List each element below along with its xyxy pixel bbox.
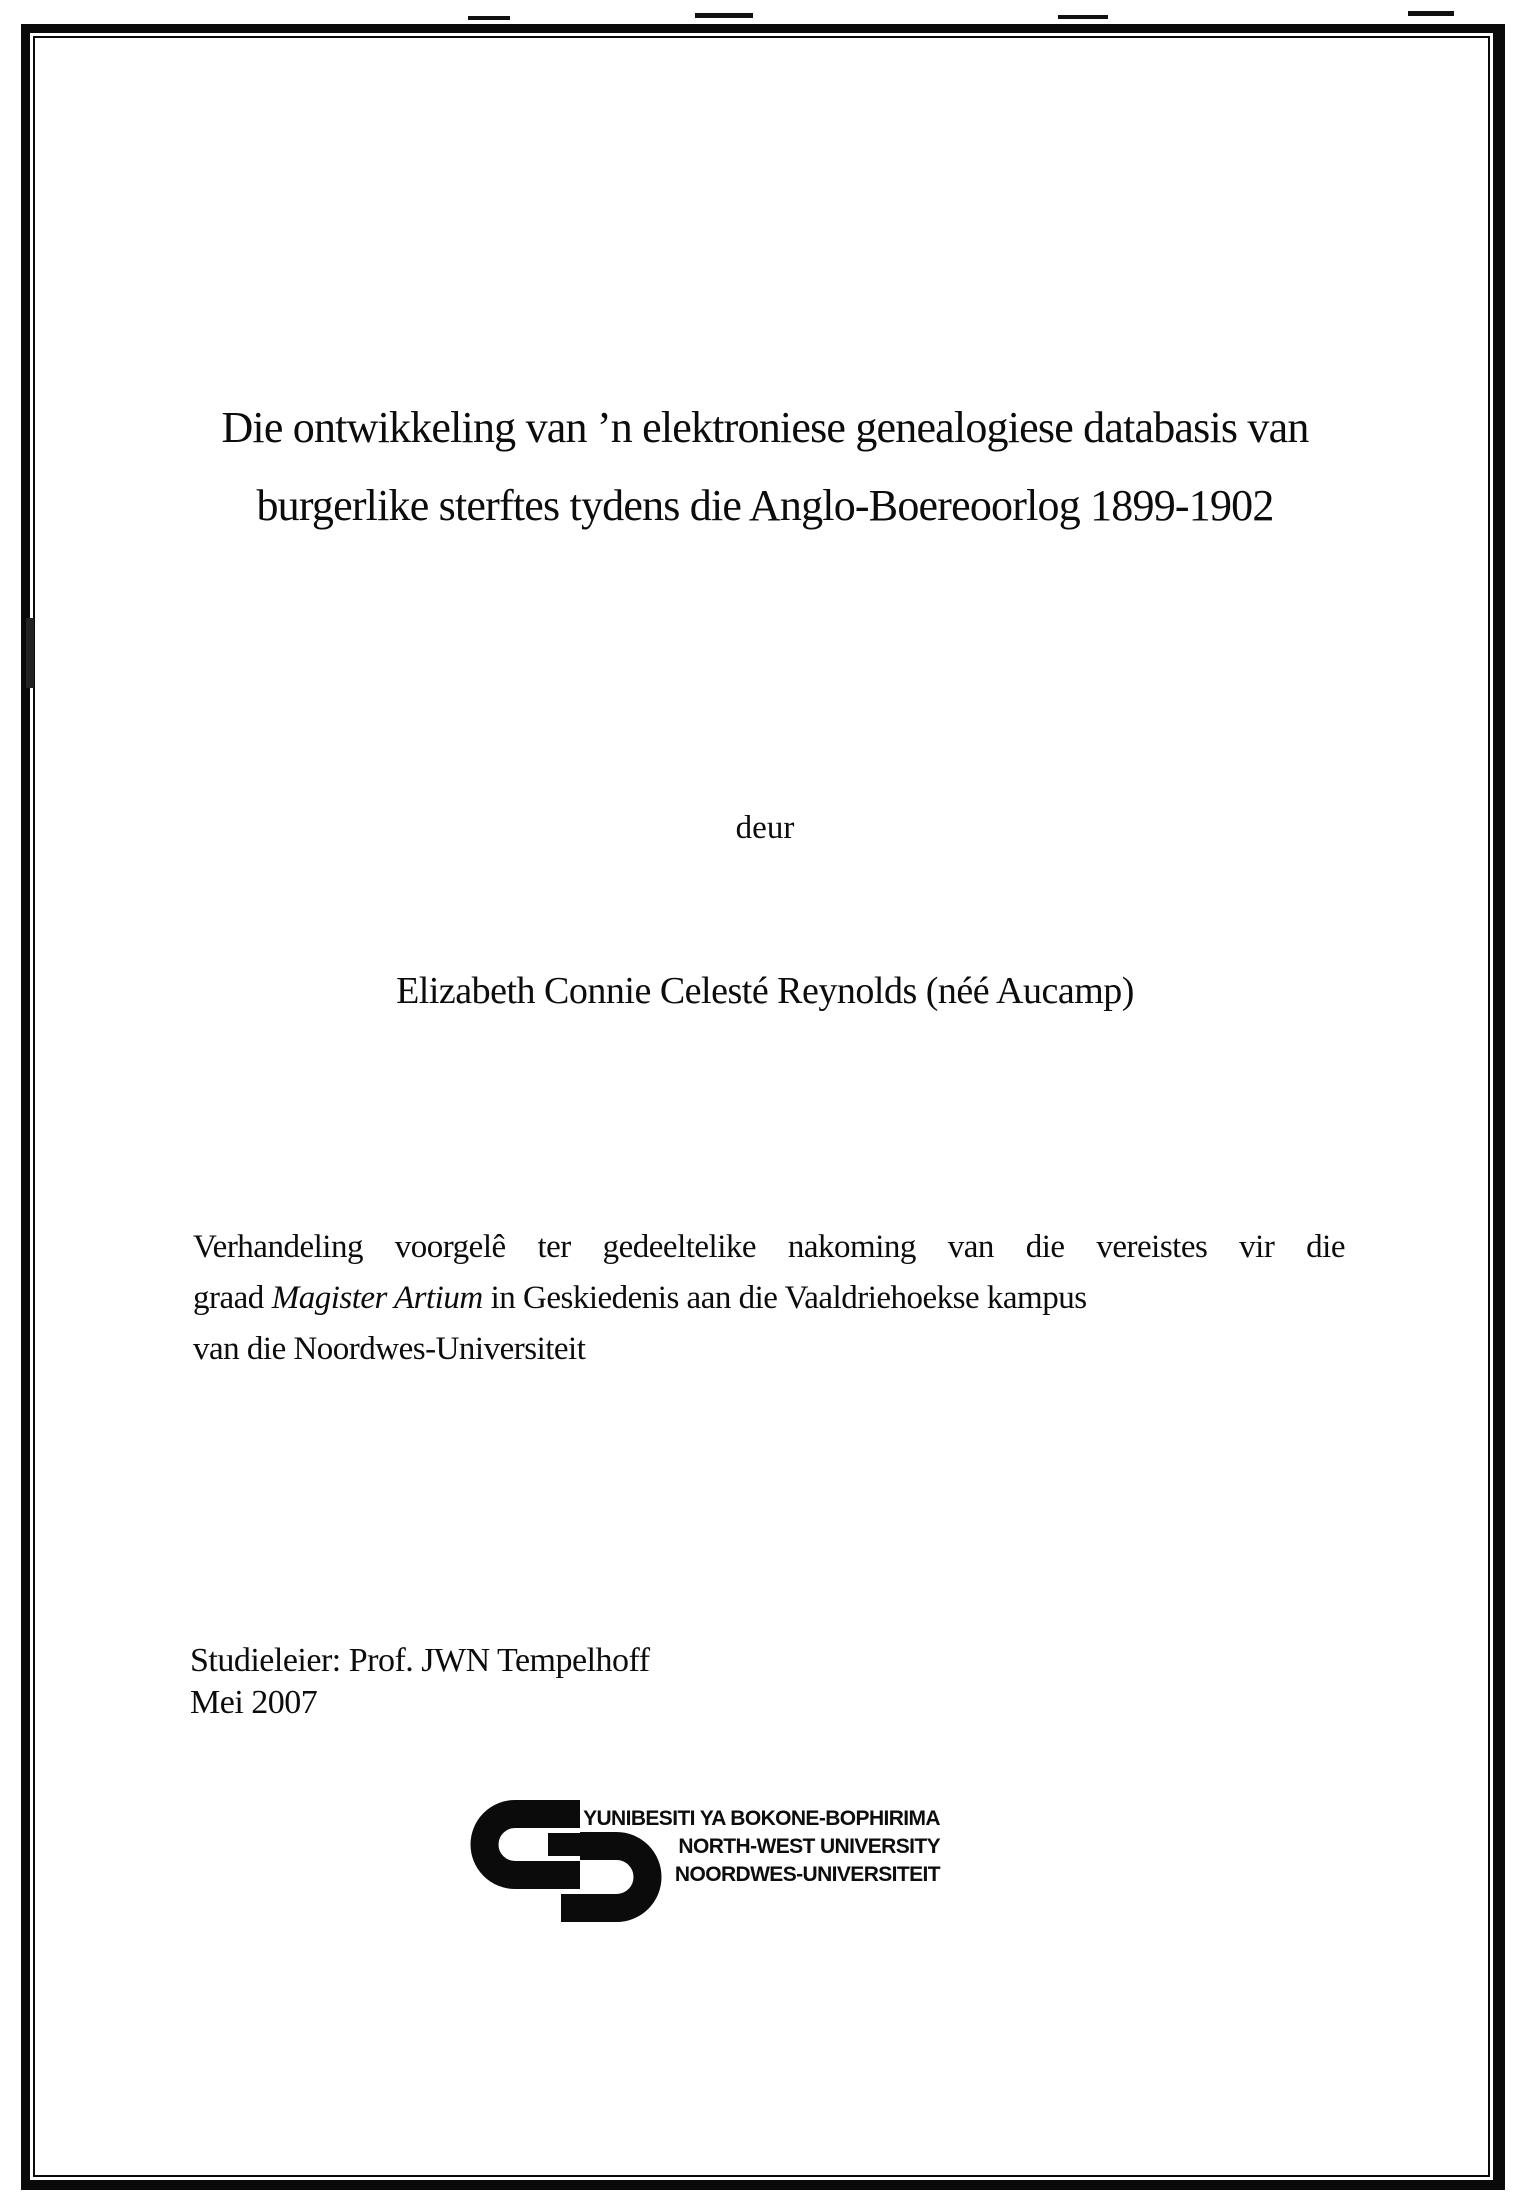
supervisor-line: Studieleier: Prof. JWN Tempelhoff [190,1642,650,1679]
byline-label: deur [735,810,795,846]
wordmark-english: NORTH-WEST UNIVERSITY [678,1835,940,1858]
statement-line2-prefix: graad [193,1280,264,1316]
scan-artifact [468,16,510,20]
wordmark-setswana: YUNIBESITI YA BOKONE-BOPHIRIMA [583,1807,940,1830]
scan-artifact [1058,15,1108,19]
degree-name-italic: Magister Artium [271,1280,483,1316]
statement-line2-suffix: in Geskiedenis aan die Vaaldriehoekse kampus [490,1280,1087,1316]
statement-line1: Verhandeling voorgelê ter gedeeltelike nakoming van die vereistes vir die [193,1229,1345,1265]
thesis-title-line1: Die ontwikkeling van ’n elektroniese genealogiese databasis van [221,403,1309,452]
scan-artifact [695,13,753,18]
university-wordmark [583,1805,940,1889]
scan-artifact [1408,11,1454,16]
thesis-title-line2: burgerlike sterftes tydens die Anglo-Boereoorlog 1899-1902 [256,481,1274,530]
author-name: Elizabeth Connie Celesté Reynolds (néé Aucamp) [396,970,1134,1012]
supervisor-block [190,1640,650,1724]
wordmark-afrikaans: NOORDWES-UNIVERSITEIT [674,1863,940,1886]
date-line: Mei 2007 [190,1684,318,1721]
thesis-statement [193,1222,1345,1375]
scan-artifact [26,618,34,688]
statement-line3: van die Noordwes-Universiteit [193,1331,586,1367]
thesis-title [190,389,1340,545]
